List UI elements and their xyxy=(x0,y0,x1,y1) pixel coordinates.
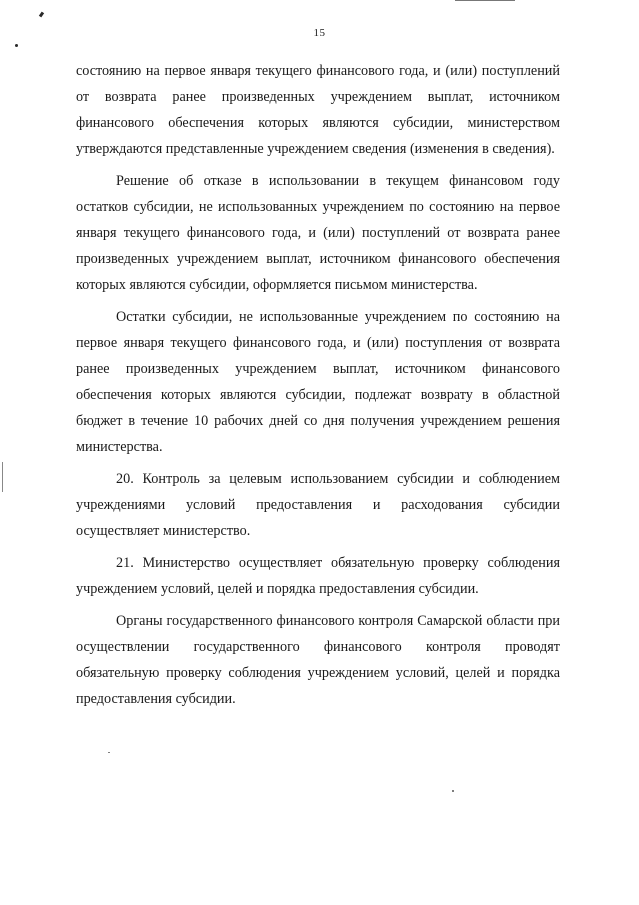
paragraph-refusal-decision: Решение об отказе в использовании в текущем финансовом году остатков субсидии, не использованных учреждением по состоянию на первое января текущего финансового года, и (или) поступлений от возврата ранее произведенных учреждением выплат, источником финансового обеспечения которых являются субсидии, оформляется письмом министерства. xyxy=(76,173,560,293)
scan-dot xyxy=(452,790,454,792)
scan-mark-top-left xyxy=(39,12,44,18)
scan-mark-left xyxy=(15,44,18,47)
paragraph-continuation: состоянию на первое января текущего финансового года, и (или) поступлений от возврата ранее произведенных учреждением выплат, источником финансового обеспечения которых являются субсидии, министерством утверждаются представленные учреждением сведения (изменения в сведения). xyxy=(76,63,560,157)
document-body xyxy=(76,58,560,712)
paragraph-subsidy-remainder: Остатки субсидии, не использованные учреждением по состоянию на первое января текущего финансового года, и (или) поступления от возврата ранее произведенных учреждением выплат, источником финансового обеспечения которых являются субсидии, подлежат возврату в областной бюджет в течение 10 рабочих дней со дня получения учреждением решения министерства. xyxy=(76,309,560,455)
paragraph-item-21: 21. Министерство осуществляет обязательную проверку соблюдения учреждением условий, целей и порядка предоставления субсидии. xyxy=(76,555,560,597)
scan-dot xyxy=(108,752,110,753)
scan-edge-left xyxy=(2,462,3,492)
scan-edge-top-right xyxy=(455,0,515,1)
paragraph-financial-control: Органы государственного финансового контроля Самарской области при осуществлении государственного финансового контроля проводят обязательную проверку соблюдения учреждением условий, целей и порядка предоставления субсидии. xyxy=(76,613,560,707)
page-number: 15 xyxy=(313,27,326,39)
paragraph-item-20: 20. Контроль за целевым использованием субсидии и соблюдением учреждениями условий предоставления и расходования субсидии осуществляет министерство. xyxy=(76,471,560,539)
